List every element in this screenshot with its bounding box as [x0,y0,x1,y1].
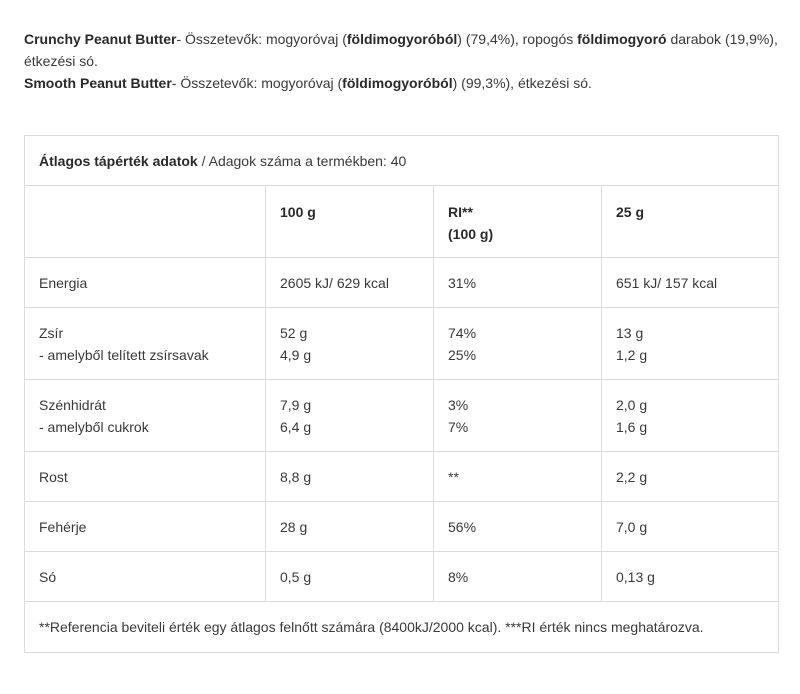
table-row-fat [25,308,779,380]
crunchy-ingredients [24,28,784,72]
table-header-row [25,186,779,258]
smooth-allergen: földimogyoróból [342,75,453,91]
table-row-fiber [25,452,779,502]
value-25g: 2,2 g [602,452,779,502]
crunchy-text-part: darabok (19,9%), étkezési só. [24,31,778,69]
value-sub: 25% [448,346,477,363]
value-100g: 28 g [266,502,434,552]
smooth-product-name: Smooth Peanut Butter [24,75,172,91]
smooth-text-part: ) (99,3%), étkezési só. [452,75,592,91]
header-25g: 25 g [602,186,779,258]
value-100g: 2605 kJ/ 629 kcal [266,258,434,308]
value-sub: 7% [448,418,469,435]
value-sub: 1,2 g [616,346,648,363]
row-label [25,308,266,380]
table-row-protein [25,502,779,552]
header-ri [434,186,602,258]
value-25g: 651 kJ/ 157 kcal [602,258,779,308]
row-label: Rost [25,452,266,502]
header-ri-line1: RI** [448,204,473,220]
servings-count: / Adagok száma a termékben: 40 [197,152,407,169]
value-sub: 6,4 g [280,418,312,435]
value-25g: 7,0 g [602,502,779,552]
value-ri: 31% [434,258,602,308]
crunchy-text-part: - Összetevők: mogyoróvaj ( [176,31,347,47]
row-label: Fehérje [25,502,266,552]
value-ri: ** [434,452,602,502]
ingredients-section [24,28,784,94]
value-25g [602,380,779,452]
crunchy-text-part: ) (79,4%), ropogós [457,31,578,47]
table-row-energy [25,258,779,308]
row-label: Só [25,552,266,602]
value-main: 13 g [616,324,644,341]
crunchy-allergen: földimogyoró [577,31,667,47]
value-ri: 56% [434,502,602,552]
value-ri [434,308,602,380]
value-100g: 0,5 g [266,552,434,602]
row-label: Energia [25,258,266,308]
row-label-main: Szénhidrát [39,396,106,413]
table-row-salt [25,552,779,602]
crunchy-product-name: Crunchy Peanut Butter [24,31,177,47]
value-100g [266,308,434,380]
nutrition-table [24,135,779,653]
table-footnote-row [25,602,779,653]
crunchy-allergen: földimogyoróból [346,31,458,47]
table-row-carbs [25,380,779,452]
table-title-row [25,136,779,186]
row-label-sub: - amelyből cukrok [39,418,149,435]
value-100g: 8,8 g [266,452,434,502]
value-100g [266,380,434,452]
smooth-ingredients [24,72,784,94]
value-main: 74% [448,324,477,341]
table-title [25,136,779,186]
value-sub: 4,9 g [280,346,312,363]
row-label [25,380,266,452]
value-ri [434,380,602,452]
row-label-main: Zsír [39,324,64,341]
value-main: 7,9 g [280,396,312,413]
value-25g: 0,13 g [602,552,779,602]
value-ri: 8% [434,552,602,602]
value-main: 52 g [280,324,308,341]
value-25g [602,308,779,380]
value-main: 3% [448,396,469,413]
header-100g: 100 g [266,186,434,258]
header-empty [25,186,266,258]
value-main: 2,0 g [616,396,648,413]
smooth-text-part: - Összetevők: mogyoróvaj ( [171,75,343,91]
row-label-sub: - amelyből telített zsírsavak [39,346,209,363]
table-title-bold: Átlagos tápérték adatok [39,152,198,169]
table-footnote: **Referencia beviteli érték egy átlagos felnőtt számára (8400kJ/2000 kcal). ***RI érték nincs meghatározva. [25,602,779,653]
header-ri-line2: (100 g) [448,226,494,242]
value-sub: 1,6 g [616,418,648,435]
